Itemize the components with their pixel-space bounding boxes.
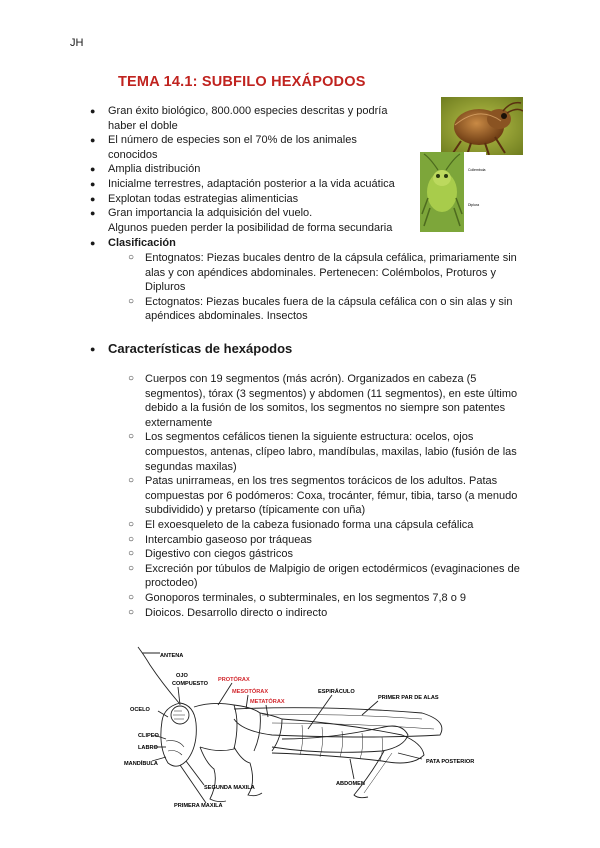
diagram-label-ocelo: OCELO bbox=[130, 707, 150, 713]
insect-photo-springtail bbox=[441, 97, 523, 155]
bullet-marker: ○ bbox=[128, 295, 135, 307]
diagram-label-primer-par-alas: PRIMER PAR DE ALAS bbox=[378, 695, 439, 701]
bullet-marker: ○ bbox=[128, 475, 135, 487]
bullet-marker: ● bbox=[90, 193, 96, 204]
characteristic-item-line: Excreción por túbulos de Malpigio de origen ectodérmicos (evaginaciones de bbox=[145, 562, 520, 575]
characteristic-item-line: segundas maxilas) bbox=[145, 460, 237, 473]
header-initials: JH bbox=[70, 37, 84, 49]
characteristic-item-line: debido a la fusión de los somitos, los segmentos no siempre son patentes bbox=[145, 402, 506, 415]
bullet-marker: ○ bbox=[128, 519, 135, 530]
characteristic-item-line: Digestivo con ciegos gástricos bbox=[145, 548, 293, 561]
diagram-label-protorax: PROTÓRAX bbox=[218, 677, 250, 683]
bullet-marker: ● bbox=[90, 208, 96, 219]
bullet-marker: ● bbox=[90, 179, 96, 189]
bullet-marker: ○ bbox=[128, 431, 135, 443]
grasshopper-anatomy-diagram bbox=[122, 643, 502, 813]
diagram-label-abdomen: ABDOMEN bbox=[336, 781, 365, 787]
diagram-label-mesotorax: MESOTÓRAX bbox=[232, 689, 269, 695]
bullet-marker: ● bbox=[90, 238, 96, 248]
characteristic-item-line: Cuerpos con 19 segmentos (más acrón). Organizados en cabeza (5 bbox=[145, 373, 477, 385]
diagram-label-ojo: OJO bbox=[176, 673, 188, 679]
characteristic-item-line: subdividido) y pretarso (típicamente con uña) bbox=[145, 504, 366, 517]
characteristic-item-line: Los segmentos cefálicos tienen la siguiente estructura: ocelos, ojos bbox=[145, 431, 474, 444]
characteristic-item-line: compuestos, antenas, clípeo labro, mandíbulas, maxilas, labio (fusión de las bbox=[145, 446, 517, 458]
characteristics-heading: Características de hexápodos bbox=[108, 341, 293, 356]
diagram-label-espiraculo: ESPIRÁCULO bbox=[318, 689, 355, 695]
diagram-label-segunda-maxila: SEGUNDA MAXILA bbox=[204, 785, 255, 791]
photo-caption-collembola: Collembola bbox=[468, 168, 486, 172]
bullet-marker: ○ bbox=[128, 373, 135, 384]
diagram-label-labro: LABRO bbox=[138, 745, 158, 751]
intro-bullet-line: Gran importancia la adquisición del vuelo. bbox=[108, 207, 313, 220]
diagram-label-mandibula: MANDÍBULA bbox=[124, 761, 158, 767]
characteristic-item-line: Dioicos. Desarrollo directo o indirecto bbox=[145, 606, 328, 619]
characteristic-item-line: El exoesqueleto de la cabeza fusionado forma una cápsula cefálica bbox=[145, 519, 474, 531]
classification-item-line: Dipluros bbox=[145, 281, 186, 294]
bullet-marker: ○ bbox=[128, 533, 135, 545]
bullet-marker: ● bbox=[90, 135, 96, 146]
characteristic-item-line: Patas unirrameas, en los tres segmentos torácicos de los adultos. Patas bbox=[145, 475, 498, 488]
bullet-marker: ○ bbox=[128, 548, 135, 560]
classification-item-line: Ectognatos: Piezas bucales fuera de la cápsula cefálica con o sin alas y sin bbox=[145, 295, 513, 308]
page-title: TEMA 14.1: SUBFILO HEXÁPODOS bbox=[118, 74, 366, 90]
characteristic-item-line: Gonoporos terminales, o subterminales, en los segmentos 7,8 o 9 bbox=[145, 592, 467, 604]
bullet-marker: ○ bbox=[128, 592, 135, 603]
bullet-marker: ○ bbox=[128, 252, 135, 263]
bullet-marker: ● bbox=[90, 344, 96, 354]
classification-heading: Clasificación bbox=[108, 237, 176, 249]
diagram-label-compuesto: COMPUESTO bbox=[172, 681, 208, 687]
intro-bullet-line: conocidos bbox=[108, 148, 158, 161]
intro-bullet-line: Explotan todas estrategias alimenticias bbox=[108, 192, 299, 205]
diagram-label-clipeo: CLIPEO bbox=[138, 733, 159, 739]
intro-bullet-line: Gran éxito biológico, 800.000 especies descritas y podría bbox=[108, 105, 388, 117]
intro-bullet-line: El número de especies son el 70% de los animales bbox=[108, 134, 357, 147]
characteristic-item-line: segmentos), tórax (3 segmentos) y abdomen (11 segmentos), en este último bbox=[145, 387, 518, 400]
photo-caption-diplura: Diplura bbox=[468, 203, 480, 207]
intro-bullet-line: Algunos pueden perder la posibilidad de forma secundaria bbox=[108, 221, 393, 234]
intro-bullet-line: Inicialme terrestres, adaptación posterior a la vida acuática bbox=[108, 178, 395, 190]
characteristic-item-line: Intercambio gaseoso por tráqueas bbox=[145, 533, 312, 546]
characteristic-item-line: proctodeo) bbox=[145, 577, 198, 590]
characteristic-item-line: compuestas por 6 podómeros: Coxa, trocánter, fémur, tibia, tarso (a menudo bbox=[145, 489, 518, 502]
classification-item-line: Entognatos: Piezas bucales dentro de la cápsula cefálica, primariamente sin bbox=[145, 252, 517, 264]
bullet-marker: ● bbox=[90, 106, 96, 116]
diagram-label-pata-posterior: PATA POSTERIOR bbox=[426, 759, 475, 765]
bullet-marker: ○ bbox=[128, 562, 135, 574]
characteristic-item-line: externamente bbox=[145, 416, 213, 429]
classification-item-line: apéndices abdominales. Insectos bbox=[145, 310, 308, 323]
diagram-label-antena: ANTENA bbox=[160, 653, 184, 659]
diagram-label-metatorax: METATÓRAX bbox=[250, 699, 285, 705]
intro-bullet-line: Amplia distribución bbox=[108, 163, 201, 176]
classification-item-line: alas y con apéndices abdominales. Pertenecen: Colémbolos, Proturos y bbox=[145, 266, 496, 279]
bullet-marker: ● bbox=[90, 164, 96, 175]
intro-bullet-line: haber el doble bbox=[108, 119, 178, 132]
insect-photo-diplura bbox=[420, 152, 486, 232]
bullet-marker: ○ bbox=[128, 606, 135, 618]
diagram-label-primera-maxila: PRIMERA MAXILA bbox=[174, 803, 223, 809]
